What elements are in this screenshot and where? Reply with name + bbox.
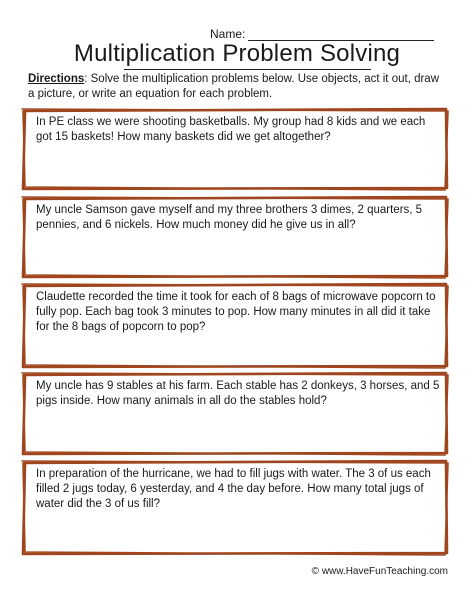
problem-box-4 bbox=[22, 372, 448, 455]
problem-box-3 bbox=[22, 283, 448, 368]
problem-text-4: My uncle has 9 stables at his farm. Each stable has 2 donkeys, 3 horses, and 5 pigs inside. How many animals in all do the stables hold? bbox=[36, 380, 440, 407]
problem-text-1: In PE class we were shooting basketballs. My group had 8 kids and we each got 15 baskets! How many baskets did we get altogether? bbox=[36, 116, 426, 143]
problem-box-1 bbox=[22, 108, 448, 190]
title-underline bbox=[124, 69, 371, 70]
problem-text-3: Claudette recorded the time it took for each of 8 bags of microwave popcorn to fully pop. Each bag took 3 minutes to pop. How many minutes in all did it take for the 8 bags of popcorn to pop? bbox=[36, 291, 436, 333]
directions-label: Directions bbox=[28, 73, 85, 85]
page-title: Multiplication Problem Solving bbox=[73, 40, 401, 67]
directions bbox=[28, 72, 448, 102]
problem-text-5: In preparation of the hurricane, we had to fill jugs with water. The 3 of us each filled 2 jugs today, 6 yesterday, and 4 the day before. How many total jugs of water did the 3 of us fill? bbox=[36, 468, 431, 510]
problem-box-2 bbox=[22, 196, 448, 278]
name-label: Name: bbox=[210, 27, 246, 41]
problem-text-2: My uncle Samson gave myself and my three brothers 3 dimes, 2 quarters, 5 pennies, and 6 nickels. How much money did he give us in all? bbox=[36, 204, 423, 231]
problem-box-5 bbox=[22, 460, 448, 555]
directions-text: : Solve the multiplication problems below. Use objects, act it out, draw a picture, or write an equation for each problem. bbox=[28, 73, 440, 100]
copyright-text: © www.HaveFunTeaching.com bbox=[311, 566, 448, 577]
